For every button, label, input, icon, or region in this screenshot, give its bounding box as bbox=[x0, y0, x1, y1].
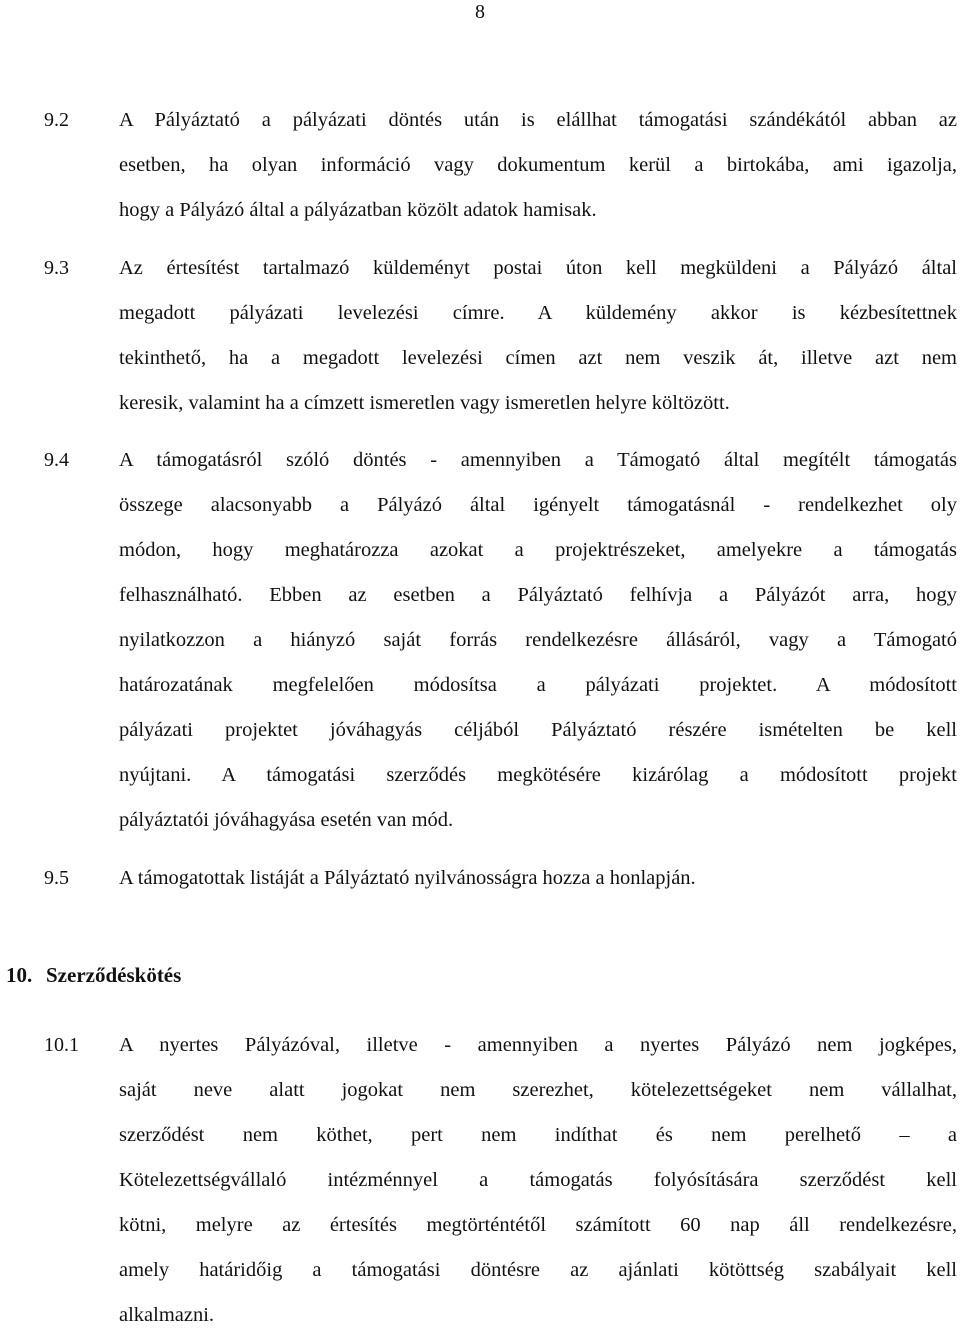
text-line: keresik, valamint ha a címzett ismeretlen vagy ismeretlen helyre költözött. bbox=[119, 392, 730, 414]
text-line: Kötelezettségvállaló intézménnyel a támogatás folyósítására szerződést kell bbox=[119, 1169, 957, 1191]
text-line: amely határidőig a támogatási döntésre az ajánlati kötöttség szabályait kell bbox=[119, 1259, 957, 1281]
text-line: A nyertes Pályázóval, illetve - amennyiben a nyertes Pályázó nem jogképes, bbox=[119, 1034, 957, 1056]
text-line: tekinthető, ha a megadott levelezési címen azt nem veszik át, illetve azt nem bbox=[119, 347, 957, 369]
text-line: megadott pályázati levelezési címre. A küldemény akkor is kézbesítettnek bbox=[119, 302, 957, 324]
text-line: határozatának megfelelően módosítsa a pályázati projektet. A módosított bbox=[119, 674, 957, 696]
heading-title: Szerződéskötés bbox=[46, 963, 182, 987]
section-text bbox=[119, 98, 957, 233]
text-line: nyilatkozzon a hiányzó saját forrás rendelkezésre állásáról, vagy a Támogató bbox=[119, 629, 957, 651]
section-number: 9.3 bbox=[44, 257, 69, 279]
section-text bbox=[119, 1023, 957, 1338]
section-number: 10.1 bbox=[44, 1034, 79, 1056]
text-line: A Pályáztató a pályázati döntés után is elállhat támogatási szándékától abban az bbox=[119, 109, 957, 131]
text-line: esetben, ha olyan információ vagy dokumentum kerül a birtokába, ami igazolja, bbox=[119, 154, 957, 176]
text-line: módon, hogy meghatározza azokat a projektrészeket, amelyekre a támogatás bbox=[119, 539, 957, 561]
text-line: felhasználható. Ebben az esetben a Pályáztató felhívja a Pályázót arra, hogy bbox=[119, 584, 957, 606]
text-line: A támogatottak listáját a Pályáztató nyilvánosságra hozza a honlapján. bbox=[119, 867, 696, 889]
text-line: saját neve alatt jogokat nem szerezhet, kötelezettségeket nem vállalhat, bbox=[119, 1079, 957, 1101]
section-number: 9.4 bbox=[44, 449, 69, 471]
text-line: Az értesítést tartalmazó küldeményt postai úton kell megküldeni a Pályázó által bbox=[119, 257, 957, 279]
text-line: hogy a Pályázó által a pályázatban közölt adatok hamisak. bbox=[119, 199, 597, 221]
text-line: szerződést nem köthet, pert nem indíthat és nem perelhető – a bbox=[119, 1124, 957, 1146]
text-line: nyújtani. A támogatási szerződés megkötésére kizárólag a módosított projekt bbox=[119, 764, 957, 786]
heading-number: 10. bbox=[6, 963, 33, 987]
section-text bbox=[119, 246, 957, 426]
text-line: összege alacsonyabb a Pályázó által igényelt támogatásnál - rendelkezhet oly bbox=[119, 494, 957, 516]
text-line: A támogatásról szóló döntés - amennyiben a Támogató által megítélt támogatás bbox=[119, 449, 957, 471]
section-text bbox=[119, 856, 957, 901]
section-number: 9.5 bbox=[44, 867, 69, 889]
text-line: pályáztatói jóváhagyása esetén van mód. bbox=[119, 809, 454, 831]
text-line: pályázati projektet jóváhagyás céljából Pályáztató részére ismételten be kell bbox=[119, 719, 957, 741]
section-text bbox=[119, 438, 957, 843]
text-line: alkalmazni. bbox=[119, 1304, 215, 1326]
page-number: 8 bbox=[475, 1, 485, 23]
text-line: kötni, melyre az értesítés megtörténtétől számított 60 nap áll rendelkezésre, bbox=[119, 1214, 957, 1236]
section-number: 9.2 bbox=[44, 109, 69, 131]
